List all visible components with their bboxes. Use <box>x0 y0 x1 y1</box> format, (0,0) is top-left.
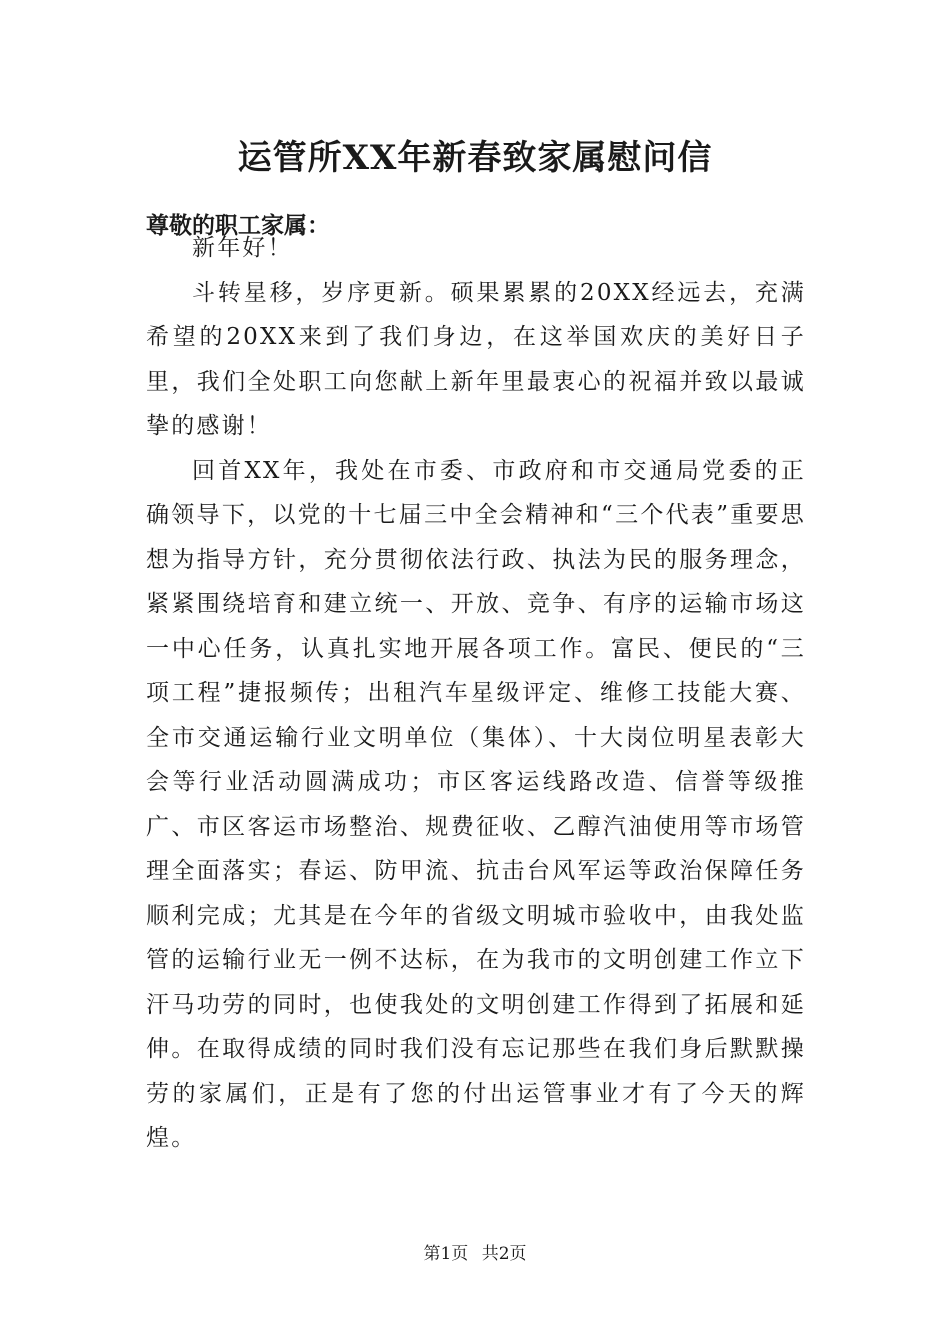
page-total: 共2页 <box>481 1244 527 1264</box>
page-footer <box>0 1240 950 1268</box>
paragraph-intro: 斗转星移，岁序更新。硕果累累的20XX经远去，充满希望的20XX来到了我们身边，在这举国欢庆的美好日子里，我们全处职工向您献上新年里最衷心的祝福并致以最诚挚的感谢！ <box>146 279 806 439</box>
page-number: 第1页 <box>423 1244 469 1264</box>
paragraph-greeting: 新年好！ <box>192 235 293 261</box>
paragraph-review: 回首XX年，我处在市委、市政府和市交通局党委的正确领导下，以党的十七届三中全会精神和“三个代表”重要思想为指导方针，充分贯彻依法行政、执法为民的服务理念，紧紧围绕培育和建立统一、开放、竞争、有序的运输市场这一中心任务，认真扎实地开展各项工作。富民、便民的“三项工程”捷报频传；出租汽车星级评定、维修工技能大赛、全市交通运输行业文明单位（集体）、十大岗位明星表彰大会等行业活动圆满成功；市区客运线路改造、信誉等级推广、市区客运市场整治、规费征收、乙醇汽油使用等市场管理全面落实；春运、防甲流、抗击台风军运等政治保障任务顺利完成；尤其是在今年的省级文明城市验收中，由我处监管的运输行业无一例不达标，在为我市的文明创建工作立下汗马功劳的同时，也使我处的文明创建工作得到了拓展和延伸。在取得成绩的同时我们没有忘记那些在我们身后默默操劳的家属们，正是有了您的付出运管事业才有了今天的辉煌。 <box>146 457 806 1151</box>
salutation: 尊敬的职工家属： <box>146 212 330 239</box>
document-title: 运管所XX年新春致家属慰问信 <box>237 138 713 178</box>
letter-body <box>146 226 806 1161</box>
